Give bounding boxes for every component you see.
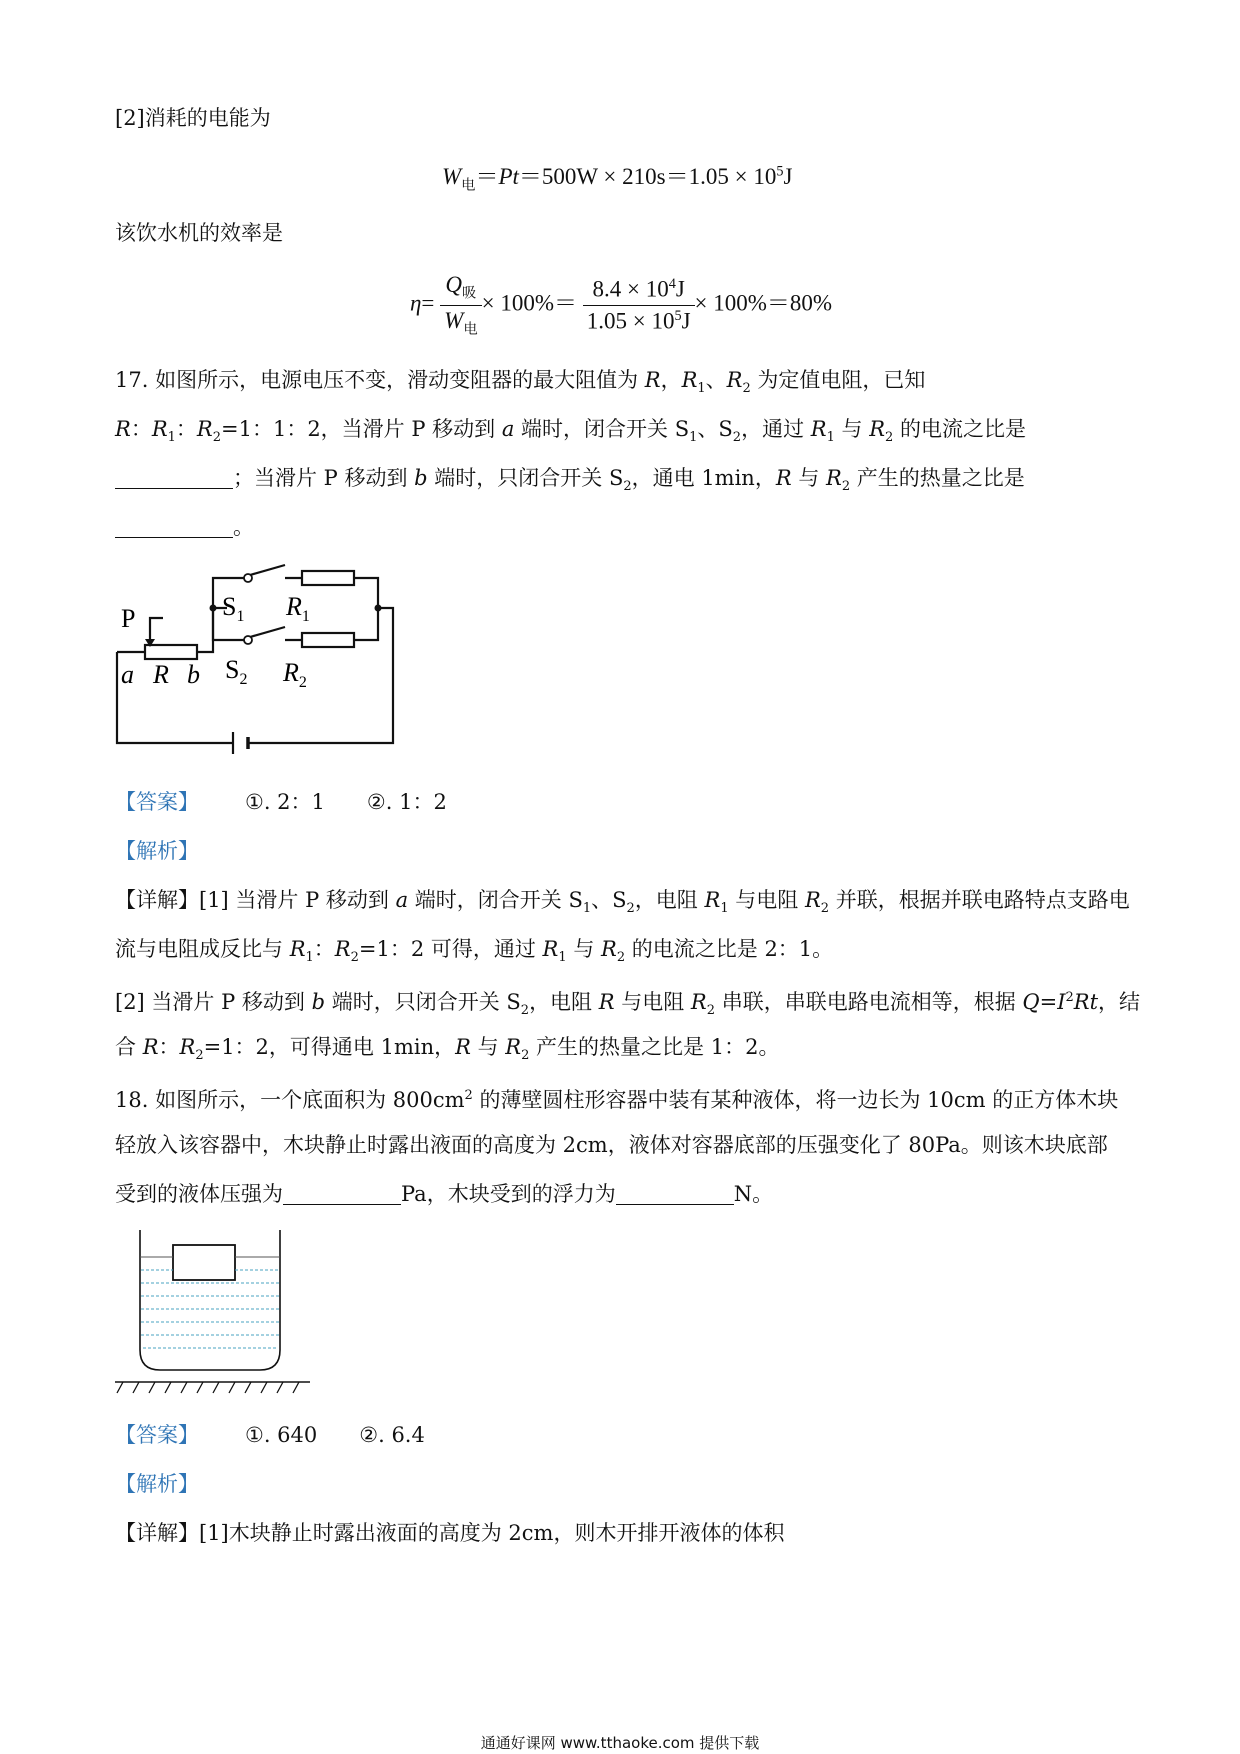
slider-label-P: P [121, 604, 136, 633]
answer-blank-4[interactable] [616, 1182, 734, 1205]
wooden-block [173, 1245, 235, 1280]
q17-line-2: R：$R_1$：$R_2=1$：1：2，当滑片 P 移动到 a 端时，闭合开关 $S_1$、$S_2$，通过 $R_1$ 与 $R_2$ 的电流之比是 [115, 417, 1026, 446]
q18-answer-2: ②. 6.4 [359, 1423, 425, 1447]
switch-S1-contact [244, 574, 252, 582]
answer-tag: 【答案】 [115, 1423, 199, 1447]
container-diagram [115, 1225, 315, 1395]
q17-answer-2: ②. 1：2 [366, 790, 447, 814]
q18-line-1: 18. 如图所示，一个底面积为 $800cm^2$ 的薄壁圆柱形容器中装有某种液体，将一边长为 10cm 的正方体木块 [115, 1088, 1119, 1112]
part2-intro: [2]消耗的电能为 [115, 106, 271, 130]
q17-answer-row [115, 787, 447, 817]
junction-node-right [375, 605, 382, 612]
q18-line-3: 受到的液体压强为 Pa，木块受到的浮力为 N。 [115, 1182, 774, 1206]
answer-blank-3[interactable] [283, 1182, 401, 1205]
q17-line-4: 。 [115, 512, 254, 542]
resistor-label-R2: $R_2$ [283, 658, 307, 691]
switch-S1 [250, 565, 285, 575]
efficiency-intro: 该饮水机的效率是 [115, 221, 283, 245]
resistor-R1 [302, 571, 354, 585]
liquid-lines [141, 1270, 279, 1348]
q17-detail-1: 【详解】[1] 当滑片 P 移动到 a 端时，闭合开关 $S_1$、$S_2$，电阻 $R_1$ 与电阻 $R_2$ 并联，根据并联电路特点支路电 [115, 888, 1130, 917]
ground-hatching [117, 1382, 299, 1393]
q18-line-2: 轻放入该容器中，木块静止时露出液面的高度为 2cm，液体对容器底部的压强变化了 80Pa。则该木块底部 [115, 1133, 1108, 1157]
q17-answer-1: ①. 2：1 [245, 790, 325, 814]
efficiency-fraction-2: $\frac{8.4 \times 10^4J}{1.05 \times 10^5J}$ [583, 276, 695, 334]
switch-S2 [250, 627, 285, 637]
efficiency-fraction-1: $\frac{Q_吸}{W_电}$ [440, 272, 481, 338]
q17-analysis-tag: 【解析】 [115, 839, 199, 863]
rheostat-label-R: R [153, 660, 169, 689]
answer-blank-2[interactable] [115, 515, 233, 538]
resistor-label-R1: $R_1$ [286, 592, 310, 625]
switch-label-S2: $S_2$ [225, 655, 248, 688]
circuit-diagram [105, 555, 415, 760]
efficiency-equation: η= $\frac{Q_吸}{W_电}$ × 100%＝ $\frac{8.4 \times 10^4J}{1.05 \times 10^5J}$ × 100%＝80% [410, 272, 833, 338]
answer-tag: 【答案】 [115, 790, 199, 814]
resistor-R2 [302, 633, 354, 647]
container-wall [140, 1230, 280, 1370]
junction-node-left [210, 605, 217, 612]
q17-line-1: 17. 如图所示，电源电压不变，滑动变阻器的最大阻值为 R，$R_1$、$R_2$ 为定值电阻，已知 [115, 368, 926, 397]
energy-equation: $W_电=Pt=500W \times 210s=1.05 \times 10^5J$ [442, 163, 793, 194]
rheostat-R [145, 645, 197, 659]
q17-line-3: ；当滑片 P 移动到 b 端时，只闭合开关 $S_2$，通电 1min，R 与 $R_2$ 产生的热量之比是 [115, 463, 1025, 502]
q17-detail-1b: 流与电阻成反比与 $R_1$：$R_2=1$：2 可得，通过 $R_1$ 与 $R_2$ 的电流之比是 2：1。 [115, 937, 834, 966]
terminal-label-b: b [187, 660, 200, 689]
page-footer: 通通好课网 www.tthaoke.com 提供下载 [480, 1734, 760, 1752]
q18-analysis-tag: 【解析】 [115, 1472, 199, 1496]
q17-detail-2b: 合 R：$R_2=1$：2，可得通电 1min，R 与 $R_2$ 产生的热量之比是 1：2。 [115, 1035, 780, 1064]
q18-answer-1: ①. 640 [245, 1423, 318, 1447]
switch-S2-contact [244, 636, 252, 644]
q17-detail-2: [2] 当滑片 P 移动到 b 端时，只闭合开关 $S_2$，电阻 R 与电阻 $R_2$ 串联，串联电路电流相等，根据 $Q=I^2Rt$，结 [115, 990, 1141, 1019]
terminal-label-a: a [121, 660, 134, 689]
answer-blank-1[interactable] [115, 466, 233, 489]
q18-detail-1: 【详解】[1]木块静止时露出液面的高度为 2cm，则木开排开液体的体积 [115, 1521, 785, 1545]
q18-answer-row [115, 1420, 425, 1450]
switch-label-S1: $S_1$ [222, 592, 245, 625]
